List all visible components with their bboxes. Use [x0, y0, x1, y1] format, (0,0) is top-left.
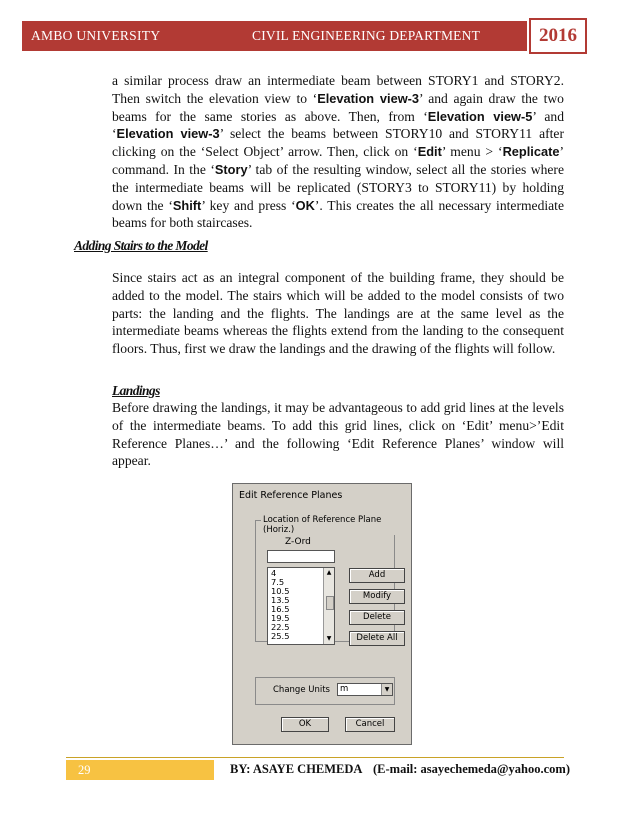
units-select[interactable]: [337, 683, 393, 696]
delete-button[interactable]: Delete: [349, 610, 405, 625]
subsection-heading: Landings: [112, 383, 160, 398]
paragraph-landings: Before drawing the landings, it may be advantageous to add grid lines at the levels of the intermediate beams. To add this grid lines, click on ‘Edit’ menu>’Edit Reference Planes…’ and the following ‘Edit Reference Planes’ window will appear.: [112, 400, 564, 469]
section-heading: Adding Stairs to the Model: [74, 238, 208, 253]
text-run: ’ select the beams between STORY10 and STORY11 after clicking on the ‘Select Object’ arrow. Then, click on ‘: [112, 126, 564, 160]
text-run: ’ and again draw the two beams for the same stories as above. Then, from ‘: [112, 90, 564, 124]
footer-author: BY: ASAYE CHEMEDA: [230, 762, 363, 776]
bold-term: Story: [214, 161, 248, 177]
list-item[interactable]: 19.5: [271, 613, 290, 623]
bold-term: Elevation view-5: [427, 108, 533, 124]
zord-list[interactable]: [267, 567, 335, 645]
list-item[interactable]: 4: [271, 568, 277, 578]
bold-term: Elevation view-3: [116, 126, 220, 142]
list-item[interactable]: 13.5: [271, 595, 290, 605]
footer-email: (E-mail: asayechemeda@yahoo.com): [373, 762, 571, 776]
text-run: ’ command. In the ‘: [112, 144, 564, 177]
paragraph-intermediate-beams: [112, 72, 564, 232]
list-item[interactable]: 10.5: [271, 586, 290, 596]
scroll-up-icon[interactable]: ▲: [326, 569, 332, 576]
units-value: m: [340, 684, 349, 694]
group-label: Location of Reference Plane (Horiz.): [261, 515, 411, 535]
add-button[interactable]: Add: [349, 568, 405, 583]
text-run: ’ key and press ‘: [201, 197, 296, 213]
bold-term: Elevation view-3: [317, 90, 420, 106]
text-run: ’ tab of the resulting window, select all the stories where the intermediate beams will be replicated (STORY3 to STORY11) by holding down the ‘: [112, 161, 564, 213]
list-scrollbar[interactable]: [323, 568, 334, 644]
header-university: AMBO UNIVERSITY: [31, 28, 161, 43]
text-run: ’ menu > ‘: [441, 144, 503, 160]
header-year: 2016: [529, 18, 587, 54]
bold-term: Shift: [172, 197, 202, 213]
edit-reference-planes-dialog: [232, 483, 412, 745]
page-header: [22, 18, 618, 54]
header-bar: [22, 21, 527, 51]
list-item[interactable]: 16.5: [271, 604, 290, 614]
paragraph-adding-stairs: Since stairs act as an integral component of the building frame, they should be added to the model. The stairs which will be added to the model consists of two parts: the landing and the flights. The landings are at the same level as the intermediate beams whereas the flights extend from the landing to the consequent floors. Thus, first we draw the landings and the drawing of the flights will follow.: [112, 270, 564, 357]
ok-button[interactable]: OK: [281, 717, 329, 732]
zord-label: Z-Ord: [285, 537, 311, 547]
change-units-label: Change Units: [273, 685, 330, 695]
scroll-down-icon[interactable]: ▼: [326, 635, 332, 642]
footer-divider: [66, 757, 564, 758]
text-run: ’. This creates the all necessary intermediate beams for both staircases.: [112, 197, 564, 231]
modify-button[interactable]: Modify: [349, 589, 405, 604]
list-item[interactable]: 22.5: [271, 622, 290, 632]
cancel-button[interactable]: Cancel: [345, 717, 395, 732]
scroll-thumb[interactable]: [326, 596, 334, 610]
zord-input[interactable]: [267, 550, 335, 563]
bold-term: Replicate: [502, 144, 560, 160]
dialog-title: Edit Reference Planes: [239, 490, 343, 501]
bold-term: Edit: [417, 144, 442, 160]
page-number: 29: [66, 760, 214, 780]
list-item[interactable]: 25.5: [271, 631, 290, 641]
header-department: CIVIL ENGINEERING DEPARTMENT: [252, 28, 481, 43]
bold-term: OK: [295, 197, 315, 213]
list-item[interactable]: 7.5: [271, 577, 285, 587]
text-run: a similar process draw an intermediate beam between STORY1 and STORY2. Then switch the elevation view to ‘: [112, 73, 564, 106]
delete-all-button[interactable]: Delete All: [349, 631, 405, 646]
text-run: ’ and ‘: [112, 108, 564, 142]
chevron-down-icon[interactable]: ▼: [381, 684, 392, 695]
